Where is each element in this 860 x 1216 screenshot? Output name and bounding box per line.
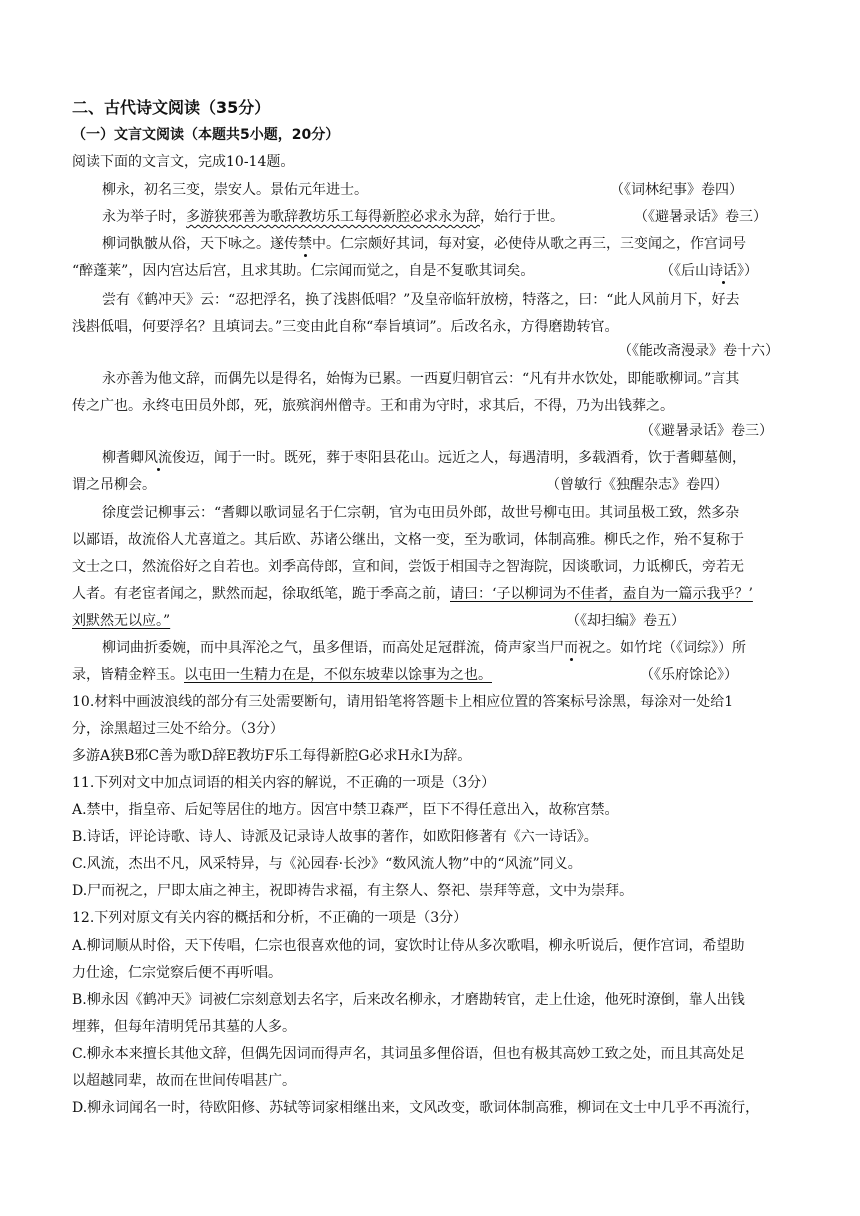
q12-option-a-line-2: 力仕途，仁宗觉察后便不再听唱。 bbox=[72, 965, 282, 981]
passage-7-line-3: 文士之口，然流俗好之自若也。刘季高侍郎，宣和间，尝饭于相国寺之智海院，因谈歌词，力诋柳氏，旁若无 bbox=[72, 559, 744, 575]
q12-option-b-line-2: 埋葬，但每年清明凭吊其墓的人多。 bbox=[72, 1019, 296, 1035]
passage-8-line-1 bbox=[102, 638, 820, 658]
passage-4-line-2: 浅斟低唱，何要浮名？且填词去。”三变由此自称“奉旨填词”。后改名永，方得磨勘转官。 bbox=[72, 319, 619, 335]
passage-4-source: （《能改斋漫录》卷十六） bbox=[618, 343, 779, 359]
q12-option-c-line-1: C.柳永本来擅长其他文辞，但偶先因词而得声名，其词虽多俚俗语，但也有极其高妙工致之处，而且其高处足 bbox=[72, 1046, 745, 1062]
q11-option-a: A.禁中，指皇帝、后妃等居住的地方。因宫中禁卫森严，臣下不得任意出入，故称宫禁。 bbox=[72, 802, 619, 818]
passage-1-source: （《词林纪事》卷四） bbox=[610, 182, 743, 198]
subsection-title: （一）文言文阅读（本题共5小题，20分） bbox=[72, 127, 340, 143]
passage-5-line-2: 传之广也。永终屯田员外郎，死，旅殡润州僧寺。王和甫为守时，求其后，不得，乃为出钱葬之。 bbox=[72, 398, 674, 414]
passage-6-text: 柳耆卿 bbox=[102, 450, 144, 466]
passage-3-text: 中。仁宗颇好其词，每对宴，必使侍从歌之再三，三变闻之，作宫词号 bbox=[312, 236, 746, 252]
dotted-word-jinzhong: 禁 bbox=[298, 236, 312, 252]
passage-8-text: 柳词曲折委婉，而中具浑沦之气，虽多俚语，而高处足冠群流，倚声家当 bbox=[102, 640, 550, 656]
passage-8-text: 之。如竹垞（《词综》）所 bbox=[592, 640, 746, 656]
passage-7-source: （《却扫编》卷五） bbox=[566, 613, 685, 629]
dotted-word-shierzhu: 尸而祝 bbox=[550, 640, 592, 656]
passage-8-source: （《乐府馀论》） bbox=[640, 667, 738, 683]
underlined-sentence-1-end: 刘默然无以应。” bbox=[72, 613, 171, 629]
passage-6-source: （曾敏行《独醒杂志》卷四） bbox=[546, 477, 728, 493]
passage-5-line-1: 永亦善为他文辞，而偶先以是得名，始悔为已累。一西夏归朝官云：“凡有井水饮处，即能歌柳词。”言其 bbox=[102, 371, 740, 387]
dotted-word-fengliu: 风流 bbox=[144, 450, 172, 466]
passage-5-source: （《避暑录话》卷三） bbox=[640, 423, 773, 439]
passage-6-line-2: 谓之吊柳会。 bbox=[72, 477, 156, 493]
q12-option-b-line-1: B.柳永因《鹤冲天》词被仁宗刻意划去名字，后来改名柳永，才磨勘转官，走上仕途，他死时潦倒，靠人出钱 bbox=[72, 992, 745, 1008]
q12-option-d-line-1: D.柳永词闻名一时，待欧阳修、苏轼等词家相继出来，文风改变，歌词体制高雅，柳词在文士中几乎不再流行， bbox=[72, 1100, 760, 1116]
passage-7-line-1: 徐度尝记柳事云：“耆卿以歌词显名于仁宗朝，官为屯田员外郎，故世号柳屯田。其词虽极工致，然多杂 bbox=[102, 505, 740, 521]
dotted-word-shihua: 诗话 bbox=[709, 263, 737, 279]
q11-option-d: D.尸而祝之，尸即太庙之神主，祝即祷告求福，有主祭人、祭祀、崇拜等意，文中为崇拜。 bbox=[72, 883, 634, 899]
q11-option-c: C.风流，杰出不凡，风采特异，与《沁园春·长沙》“数风流人物”中的“风流”同义。 bbox=[72, 856, 582, 872]
passage-2-source: （《避暑录话》卷三） bbox=[634, 209, 767, 225]
passage-6-line-1 bbox=[102, 448, 820, 468]
q12-option-c-line-2: 以超越同辈，故而在世间传唱甚广。 bbox=[72, 1073, 296, 1089]
passage-8-text: 录，皆精金粹玉。 bbox=[72, 667, 184, 683]
passage-3-text: 柳词骫骳从俗，天下咏之。遂传 bbox=[102, 236, 298, 252]
source-text: 》） bbox=[737, 263, 758, 279]
underlined-sentence-2: 以屯田一生精力在是，不似东坡辈以馀事为之也。 bbox=[184, 667, 492, 683]
q12-stem: 12.下列对原文有关内容的概括和分析，不正确的一项是（3分） bbox=[72, 910, 468, 926]
passage-7-text: 人者。有老宦者闻之，默然而起，徐取纸笔，跪于季高之前， bbox=[72, 586, 450, 602]
passage-3-line-1 bbox=[102, 234, 820, 254]
passage-4-line-1: 尝有《鹤冲天》云：“忍把浮名，换了浅斟低唱？”及皇帝临轩放榜，特落之，曰：“此人风前月下，好去 bbox=[102, 292, 740, 308]
underlined-sentence-1: 请曰：‘子以柳词为不佳者，盍自为一篇示我乎？’ bbox=[450, 586, 753, 602]
passage-2-wavy: 多游狭邪善为歌辞教坊乐工每得新腔必求永为辞 bbox=[186, 209, 480, 225]
instruction: 阅读下面的文言文，完成10-14题。 bbox=[72, 154, 295, 170]
passage-7-line-2: 以鄙语，故流俗人尤喜道之。其后欧、苏诸公继出，文格一变，至为歌词，体制高雅。柳氏之作，殆不复称于 bbox=[72, 532, 744, 548]
passage-1: 柳永，初名三变，崇安人。景佑元年进士。 bbox=[102, 182, 368, 198]
passage-3-line-2: “醉蓬莱”，因内宫达后宫，且求其助。仁宗闻而觉之，自是不复歌其词矣。 bbox=[72, 263, 535, 279]
q10-stem-line-2: 分，涂黑超过三处不给分。（3分） bbox=[72, 721, 284, 737]
passage-6-text: 俊迈，闻于一时。既死，葬于枣阳县花山。远近之人，每遇清明，多载酒肴，饮于耆卿墓侧， bbox=[172, 450, 746, 466]
passage-7-line-4 bbox=[72, 584, 790, 604]
q10-options: 多游A狭B邪C善为歌D辞E教坊F乐工每得新腔G必求H永I为辞。 bbox=[72, 748, 472, 764]
source-text: （《后山 bbox=[660, 263, 709, 279]
passage-3-source bbox=[660, 261, 758, 281]
q10-stem-line-1: 10.材料中画波浪线的部分有三处需要断句，请用铅笔将答题卡上相应位置的答案标号涂黑，每涂对一处给1 bbox=[72, 694, 734, 710]
q11-option-b: B.诗话，评论诗歌、诗人、诗派及记录诗人故事的著作，如欧阳修著有《六一诗话》。 bbox=[72, 829, 598, 845]
q11-stem: 11.下列对文中加点词语的相关内容的解说，不正确的一项是（3分） bbox=[72, 775, 496, 791]
passage-2-pre: 永为举子时， bbox=[102, 209, 186, 225]
section-title: 二、古代诗文阅读（35分） bbox=[72, 98, 271, 117]
q12-option-a-line-1: A.柳词顺从时俗，天下传唱，仁宗也很喜欢他的词，宴饮时让侍从多次歌唱，柳永听说后，便作宫词，希望助 bbox=[72, 938, 745, 954]
passage-2-post: ，始行于世。 bbox=[480, 209, 564, 225]
